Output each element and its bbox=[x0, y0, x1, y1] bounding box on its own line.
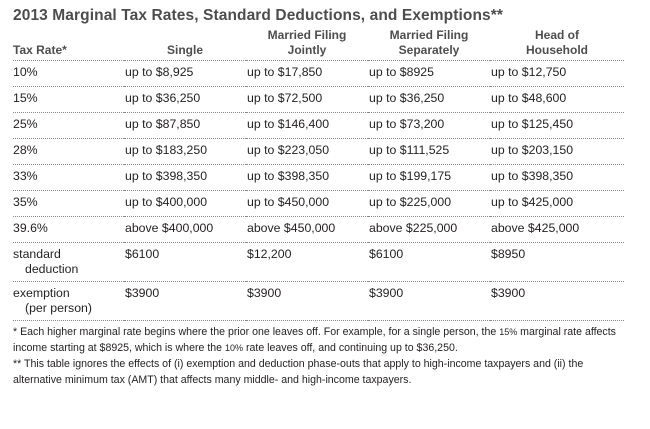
separate-cell: up to $36,250 bbox=[368, 87, 490, 113]
head-cell: up to $203,150 bbox=[490, 139, 624, 165]
row-label: exemption (per person) bbox=[13, 282, 124, 321]
head-cell: up to $125,450 bbox=[490, 113, 624, 139]
table-row bbox=[13, 191, 624, 217]
rate-cell: 35% bbox=[13, 191, 124, 217]
head-cell: $8950 bbox=[490, 243, 624, 282]
table-row bbox=[13, 165, 624, 191]
header-single: Single bbox=[124, 28, 246, 61]
row-label: standard deduction bbox=[13, 243, 124, 282]
head-cell: above $425,000 bbox=[490, 217, 624, 243]
single-cell: $6100 bbox=[124, 243, 246, 282]
head-cell: up to $12,750 bbox=[490, 61, 624, 87]
footnotes bbox=[13, 324, 625, 388]
table-row bbox=[13, 139, 624, 165]
table-row bbox=[13, 61, 624, 87]
separate-cell: $3900 bbox=[368, 282, 490, 321]
separate-cell: up to $225,000 bbox=[368, 191, 490, 217]
table-row bbox=[13, 217, 624, 243]
header-head-of-household: Head of Household bbox=[490, 28, 624, 61]
single-cell: above $400,000 bbox=[124, 217, 246, 243]
footnote-phase-outs: ** This table ignores the effects of (i) exemption and deduction phase-outs that apply to high-income taxpayers and (ii) the alternative minimum tax (AMT) that affects many middle- and high-income taxpayers. bbox=[13, 358, 584, 386]
joint-cell: $12,200 bbox=[246, 243, 368, 282]
table-row bbox=[13, 113, 624, 139]
joint-cell: above $450,000 bbox=[246, 217, 368, 243]
rate-cell: 15% bbox=[13, 87, 124, 113]
joint-cell: up to $17,850 bbox=[246, 61, 368, 87]
rate-cell: 28% bbox=[13, 139, 124, 165]
exemption-row bbox=[13, 282, 624, 321]
single-cell: $3900 bbox=[124, 282, 246, 321]
page-title: 2013 Marginal Tax Rates, Standard Deductions, and Exemptions** bbox=[13, 7, 503, 24]
joint-cell: up to $146,400 bbox=[246, 113, 368, 139]
separate-cell: $6100 bbox=[368, 243, 490, 282]
table-header-row bbox=[13, 28, 624, 61]
joint-cell: up to $72,500 bbox=[246, 87, 368, 113]
joint-cell: up to $223,050 bbox=[246, 139, 368, 165]
separate-cell: up to $111,525 bbox=[368, 139, 490, 165]
separate-cell: up to $8925 bbox=[368, 61, 490, 87]
single-cell: up to $87,850 bbox=[124, 113, 246, 139]
separate-cell: up to $73,200 bbox=[368, 113, 490, 139]
rate-cell: 33% bbox=[13, 165, 124, 191]
single-cell: up to $36,250 bbox=[124, 87, 246, 113]
head-cell: $3900 bbox=[490, 282, 624, 321]
tax-rates-document bbox=[13, 6, 638, 388]
header-married-jointly: Married Filing Jointly bbox=[246, 28, 368, 61]
head-cell: up to $398,350 bbox=[490, 165, 624, 191]
separate-cell: above $225,000 bbox=[368, 217, 490, 243]
header-tax-rate: Tax Rate* bbox=[13, 28, 124, 61]
header-married-separately: Married Filing Separately bbox=[368, 28, 490, 61]
single-cell: up to $398,350 bbox=[124, 165, 246, 191]
joint-cell: up to $450,000 bbox=[246, 191, 368, 217]
tax-rates-table bbox=[13, 28, 624, 321]
table-row bbox=[13, 87, 624, 113]
footnote-marginal-rates: * Each higher marginal rate begins where the prior one leaves off. For example, for a single person, the 15% marginal rate affects income starting at $8925, which is where the 10% rate leaves off, and continuing up to $36,250. bbox=[13, 326, 616, 354]
standard-deduction-row bbox=[13, 243, 624, 282]
single-cell: up to $400,000 bbox=[124, 191, 246, 217]
rate-cell: 39.6% bbox=[13, 217, 124, 243]
head-cell: up to $48,600 bbox=[490, 87, 624, 113]
head-cell: up to $425,000 bbox=[490, 191, 624, 217]
joint-cell: up to $398,350 bbox=[246, 165, 368, 191]
single-cell: up to $8,925 bbox=[124, 61, 246, 87]
separate-cell: up to $199,175 bbox=[368, 165, 490, 191]
joint-cell: $3900 bbox=[246, 282, 368, 321]
rate-cell: 25% bbox=[13, 113, 124, 139]
single-cell: up to $183,250 bbox=[124, 139, 246, 165]
rate-cell: 10% bbox=[13, 61, 124, 87]
